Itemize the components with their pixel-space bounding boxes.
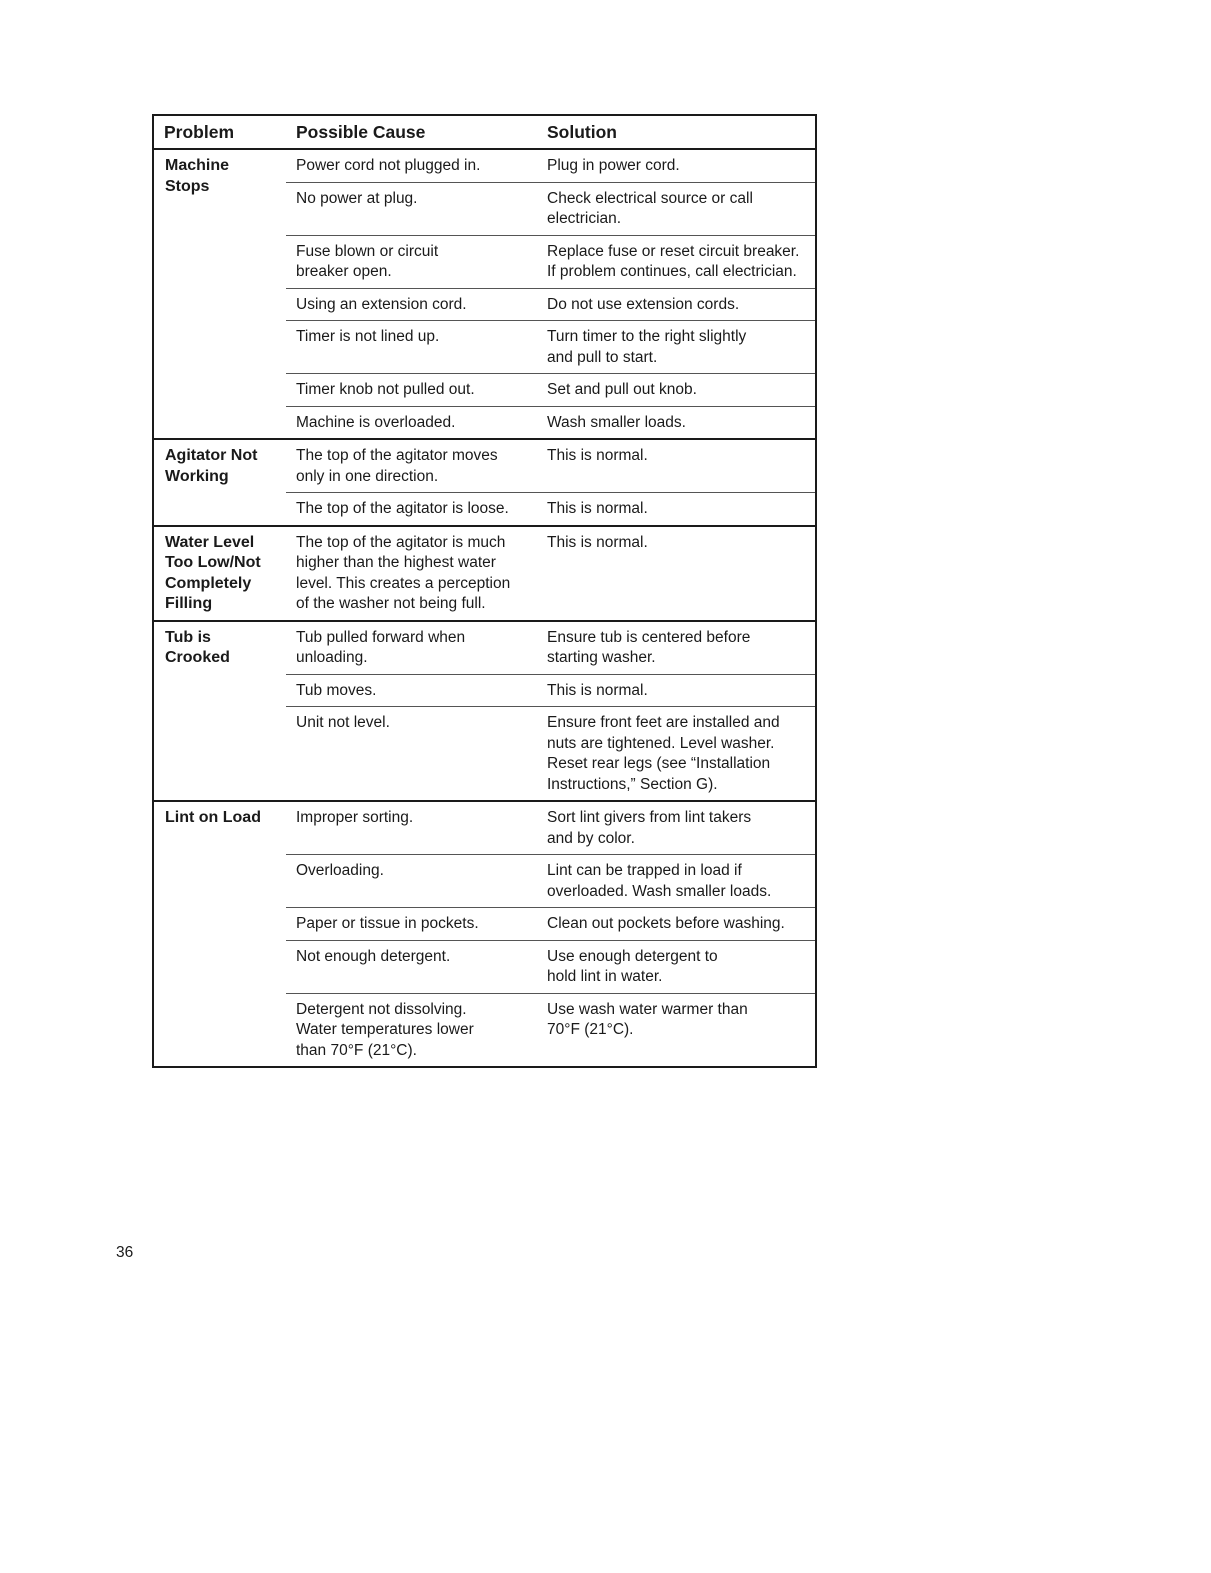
possible-cause-cell: No power at plug. — [296, 189, 418, 207]
header-possible-cause: Possible Cause — [296, 121, 426, 142]
solution-cell: This is normal. — [547, 681, 648, 699]
possible-cause-cell: Not enough detergent. — [296, 947, 451, 965]
table-body — [154, 150, 815, 1066]
solution-cell: Turn timer to the right slightly and pull to start. — [547, 328, 747, 366]
solution-cell: Replace fuse or reset circuit breaker. If problem continues, call electrician. — [547, 242, 800, 280]
problem-group — [154, 150, 815, 440]
solution-cell: Check electrical source or call electrician. — [547, 189, 753, 227]
table-row — [286, 854, 815, 907]
possible-cause-cell: Machine is overloaded. — [296, 413, 456, 431]
possible-cause-cell: Fuse blown or circuit breaker open. — [296, 242, 439, 280]
table-header-row — [154, 116, 815, 150]
possible-cause-cell: Tub pulled forward when unloading. — [296, 628, 466, 666]
solution-cell: This is normal. — [547, 447, 648, 464]
possible-cause-cell: Detergent not dissolving. Water temperatures lower than 70°F (21°C). — [296, 1000, 474, 1059]
page-number: 36 — [116, 1244, 134, 1261]
problem-group — [154, 802, 815, 1066]
problem-label: Machine Stops — [165, 157, 230, 195]
cause-solution-list — [286, 802, 815, 1066]
header-problem: Problem — [164, 121, 235, 142]
table-row — [286, 802, 815, 854]
possible-cause-cell: Using an extension cord. — [296, 295, 467, 313]
possible-cause-cell: Paper or tissue in pockets. — [296, 915, 479, 932]
table-row — [286, 150, 815, 182]
possible-cause-cell: The top of the agitator is loose. — [296, 500, 509, 517]
solution-cell: Sort lint givers from lint takers and by color. — [547, 809, 752, 847]
solution-cell: Wash smaller loads. — [547, 413, 686, 431]
solution-cell: Use enough detergent to hold lint in water. — [547, 947, 718, 985]
problem-label: Lint on Load — [165, 809, 261, 826]
possible-cause-cell: The top of the agitator is much higher than the highest water level. This creates a perception of the washer not being full. — [296, 533, 511, 612]
table-row — [286, 320, 815, 373]
solution-cell: This is normal. — [547, 533, 648, 551]
table-row — [286, 622, 815, 674]
table-row — [286, 288, 815, 321]
header-solution: Solution — [547, 121, 617, 142]
table-row — [286, 182, 815, 235]
solution-cell: Ensure tub is centered before starting washer. — [547, 628, 751, 666]
table-row — [286, 940, 815, 993]
solution-cell: Plug in power cord. — [547, 157, 680, 174]
problem-label: Agitator Not Working — [165, 447, 258, 485]
table-row — [286, 907, 815, 940]
cause-solution-list — [286, 622, 815, 801]
solution-cell: Set and pull out knob. — [547, 381, 697, 398]
table-row — [286, 492, 815, 525]
problem-label: Water Level Too Low/Not Completely Filling — [165, 533, 261, 612]
table-row — [286, 706, 815, 800]
cause-solution-list — [286, 440, 815, 525]
solution-cell: Ensure front feet are installed and nuts are tightened. Level washer. Reset rear legs (see “Installation Instructions,” Section G). — [547, 714, 780, 793]
possible-cause-cell: Tub moves. — [296, 681, 377, 699]
table-row — [286, 440, 815, 492]
table-row — [286, 235, 815, 288]
solution-cell: Clean out pockets before washing. — [547, 915, 785, 932]
possible-cause-cell: Improper sorting. — [296, 809, 414, 826]
cause-solution-list — [286, 150, 815, 438]
possible-cause-cell: The top of the agitator moves only in one direction. — [296, 447, 498, 485]
possible-cause-cell: Power cord not plugged in. — [296, 157, 481, 174]
possible-cause-cell: Unit not level. — [296, 714, 390, 731]
problem-group — [154, 527, 815, 622]
solution-cell: Do not use extension cords. — [547, 295, 740, 313]
solution-cell: Lint can be trapped in load if overloaded. Wash smaller loads. — [547, 862, 772, 900]
troubleshooting-table — [152, 114, 817, 1068]
possible-cause-cell: Overloading. — [296, 862, 384, 879]
problem-label: Tub is Crooked — [165, 628, 230, 666]
cause-solution-list — [286, 527, 815, 620]
table-row — [286, 406, 815, 439]
table-row — [286, 373, 815, 406]
table-row — [286, 674, 815, 707]
table-row — [286, 527, 815, 620]
problem-group — [154, 440, 815, 527]
table-row — [286, 993, 815, 1067]
problem-group — [154, 622, 815, 803]
solution-cell: This is normal. — [547, 500, 648, 517]
solution-cell: Use wash water warmer than 70°F (21°C). — [547, 1000, 748, 1038]
possible-cause-cell: Timer knob not pulled out. — [296, 381, 475, 398]
possible-cause-cell: Timer is not lined up. — [296, 328, 440, 345]
